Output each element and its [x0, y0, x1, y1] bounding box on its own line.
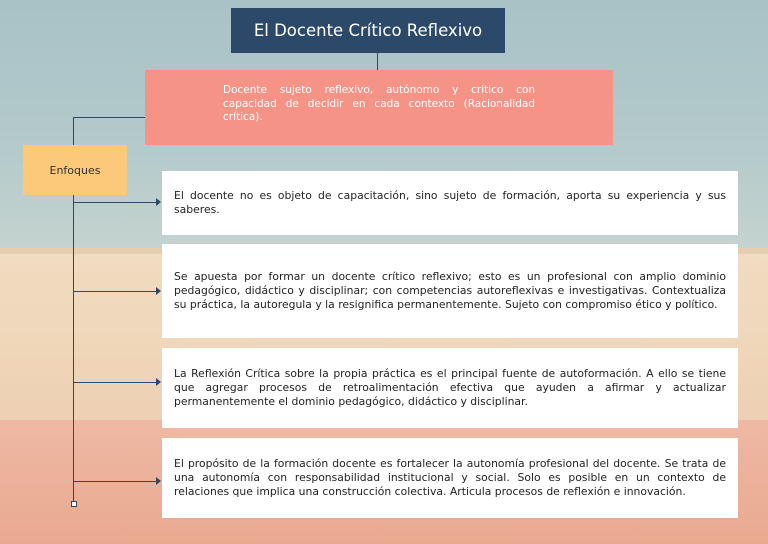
card-text: El docente no es objeto de capacitación, sino sujeto de formación, aporta su experiencia y sus saberes. — [174, 189, 726, 216]
page-title: El Docente Crítico Reflexivo — [253, 21, 483, 40]
card-text: La Reflexión Crítica sobre la propia práctica es el principal fuente de autoformación. A ello se tiene que agregar procesos de retroalimentación efectiva que ayuden a afirmar y actualizar permanentemente el dominio pedagógico, didáctico y disciplinar. — [174, 367, 726, 408]
card-4 — [162, 438, 738, 518]
connector-branch-4 — [74, 481, 158, 482]
arrow-head-icon — [156, 287, 161, 295]
description-box — [145, 70, 613, 145]
title-box — [231, 8, 505, 53]
card-3 — [162, 348, 738, 428]
connector-branch-2 — [74, 291, 158, 292]
arrow-head-icon — [156, 378, 161, 386]
enfoques-box — [23, 145, 127, 195]
card-1 — [162, 171, 738, 235]
card-2 — [162, 244, 738, 338]
arrow-head-icon — [156, 198, 161, 206]
connector-description-branch — [73, 117, 145, 118]
enfoques-label: Enfoques — [49, 163, 101, 177]
card-text: Se apuesta por formar un docente crítico reflexivo; esto es un profesional con amplio dominio pedagógico, didáctico y disciplinar; con competencias autoreflexivas e investigativas. Contextualiza su práctica, la autoregula y la resignifica permanentemente. Sujeto con compromiso ético y político. — [174, 270, 726, 311]
description-text: Docente sujeto reflexivo, autónomo y critico con capacidad de decidir en cada contexto (Racionalidad crítica). — [223, 84, 535, 123]
arrow-head-icon — [156, 477, 161, 485]
connector-end-marker — [71, 501, 77, 507]
connector-branch-1 — [74, 202, 158, 203]
connector-branch-3 — [74, 382, 158, 383]
card-text: El propósito de la formación docente es fortalecer la autonomía profesional del docente. Se trata de una autonomía con responsabilidad institucional y social. Solo es posible en un contexto de relaciones que implica una construcción colectiva. Articula procesos de reflexión e innovación. — [174, 457, 726, 498]
connector-title-to-description — [377, 53, 378, 70]
